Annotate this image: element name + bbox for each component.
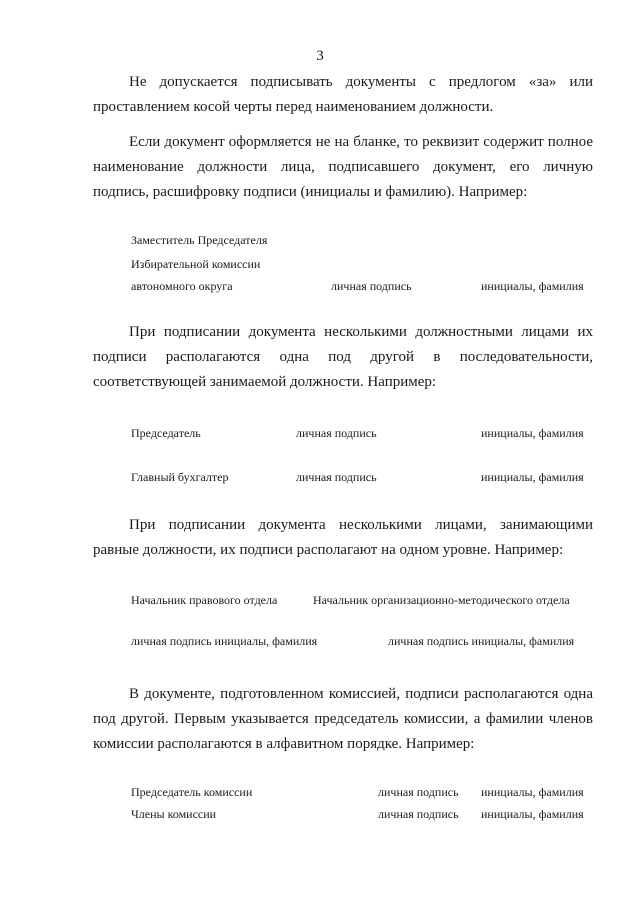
example2-row1-name: инициалы, фамилия xyxy=(481,426,584,440)
paragraph-equal-positions xyxy=(93,513,593,563)
example4-row2-name: инициалы, фамилия xyxy=(481,807,584,821)
example4-row1-signature: личная подпись xyxy=(378,785,459,799)
example4-row1-name: инициалы, фамилия xyxy=(481,785,584,799)
paragraph-line: комиссии располагаются в алфавитном порядке. Например: xyxy=(93,736,475,752)
paragraph-line: проставлением косой черты перед наименованием должности. xyxy=(93,99,494,115)
example3-right-signature: личная подпись инициалы, фамилия xyxy=(388,634,575,648)
example3-left-signature: личная подпись инициалы, фамилия xyxy=(131,634,318,648)
paragraph-not-on-letterhead xyxy=(93,130,593,205)
paragraph-line: наименование должности лица, подписавшего документ, его личную xyxy=(93,159,593,175)
example1-signature: личная подпись xyxy=(331,279,412,293)
paragraph-line: В документе, подготовленном комиссией, подписи располагаются одна xyxy=(129,686,593,702)
example2-row2-signature: личная подпись xyxy=(296,470,377,484)
paragraph-line: Не допускается подписывать документы с предлогом «за» или xyxy=(129,74,593,90)
paragraph-line: подписи располагаются одна под другой в последовательности, xyxy=(93,349,593,365)
example2-row2-title: Главный бухгалтер xyxy=(131,470,229,484)
example2-row2-name: инициалы, фамилия xyxy=(481,470,584,484)
paragraph-line: подпись, расшифровку подписи (инициалы и фамилию). Например: xyxy=(93,184,528,200)
paragraph-line: При подписании документа несколькими должностными лицами их xyxy=(129,324,593,340)
example2-row1-title: Председатель xyxy=(131,426,201,440)
example3-left-title: Начальник правового отдела xyxy=(131,593,278,607)
paragraph-multiple-officials xyxy=(93,320,593,395)
example4-row1-title: Председатель комиссии xyxy=(131,785,253,799)
example3-right-title: Начальник организационно-методического отдела xyxy=(313,593,570,607)
paragraph-line: равные должности, их подписи располагают на одном уровне. Например: xyxy=(93,542,564,558)
page-number: 3 xyxy=(316,48,324,64)
example1-title-line3: автономного округа xyxy=(131,279,233,293)
paragraph-line: Если документ оформляется не на бланке, то реквизит содержит полное xyxy=(129,134,593,150)
paragraph-line: под другой. Первым указывается председатель комиссии, а фамилии членов xyxy=(93,711,593,727)
example1-title-line1: Заместитель Председателя xyxy=(131,233,268,247)
paragraph-line: При подписании документа несколькими лицами, занимающими xyxy=(129,517,593,533)
example4-row2-title: Члены комиссии xyxy=(131,807,217,821)
paragraph-line: соответствующей занимаемой должности. Например: xyxy=(93,374,437,390)
example4-row2-signature: личная подпись xyxy=(378,807,459,821)
example2-row1-signature: личная подпись xyxy=(296,426,377,440)
paragraph-no-za-prefix xyxy=(93,70,593,120)
example1-title-line2: Избирательной комиссии xyxy=(131,257,261,271)
paragraph-commission-document xyxy=(93,682,593,757)
example1-name: инициалы, фамилия xyxy=(481,279,584,293)
